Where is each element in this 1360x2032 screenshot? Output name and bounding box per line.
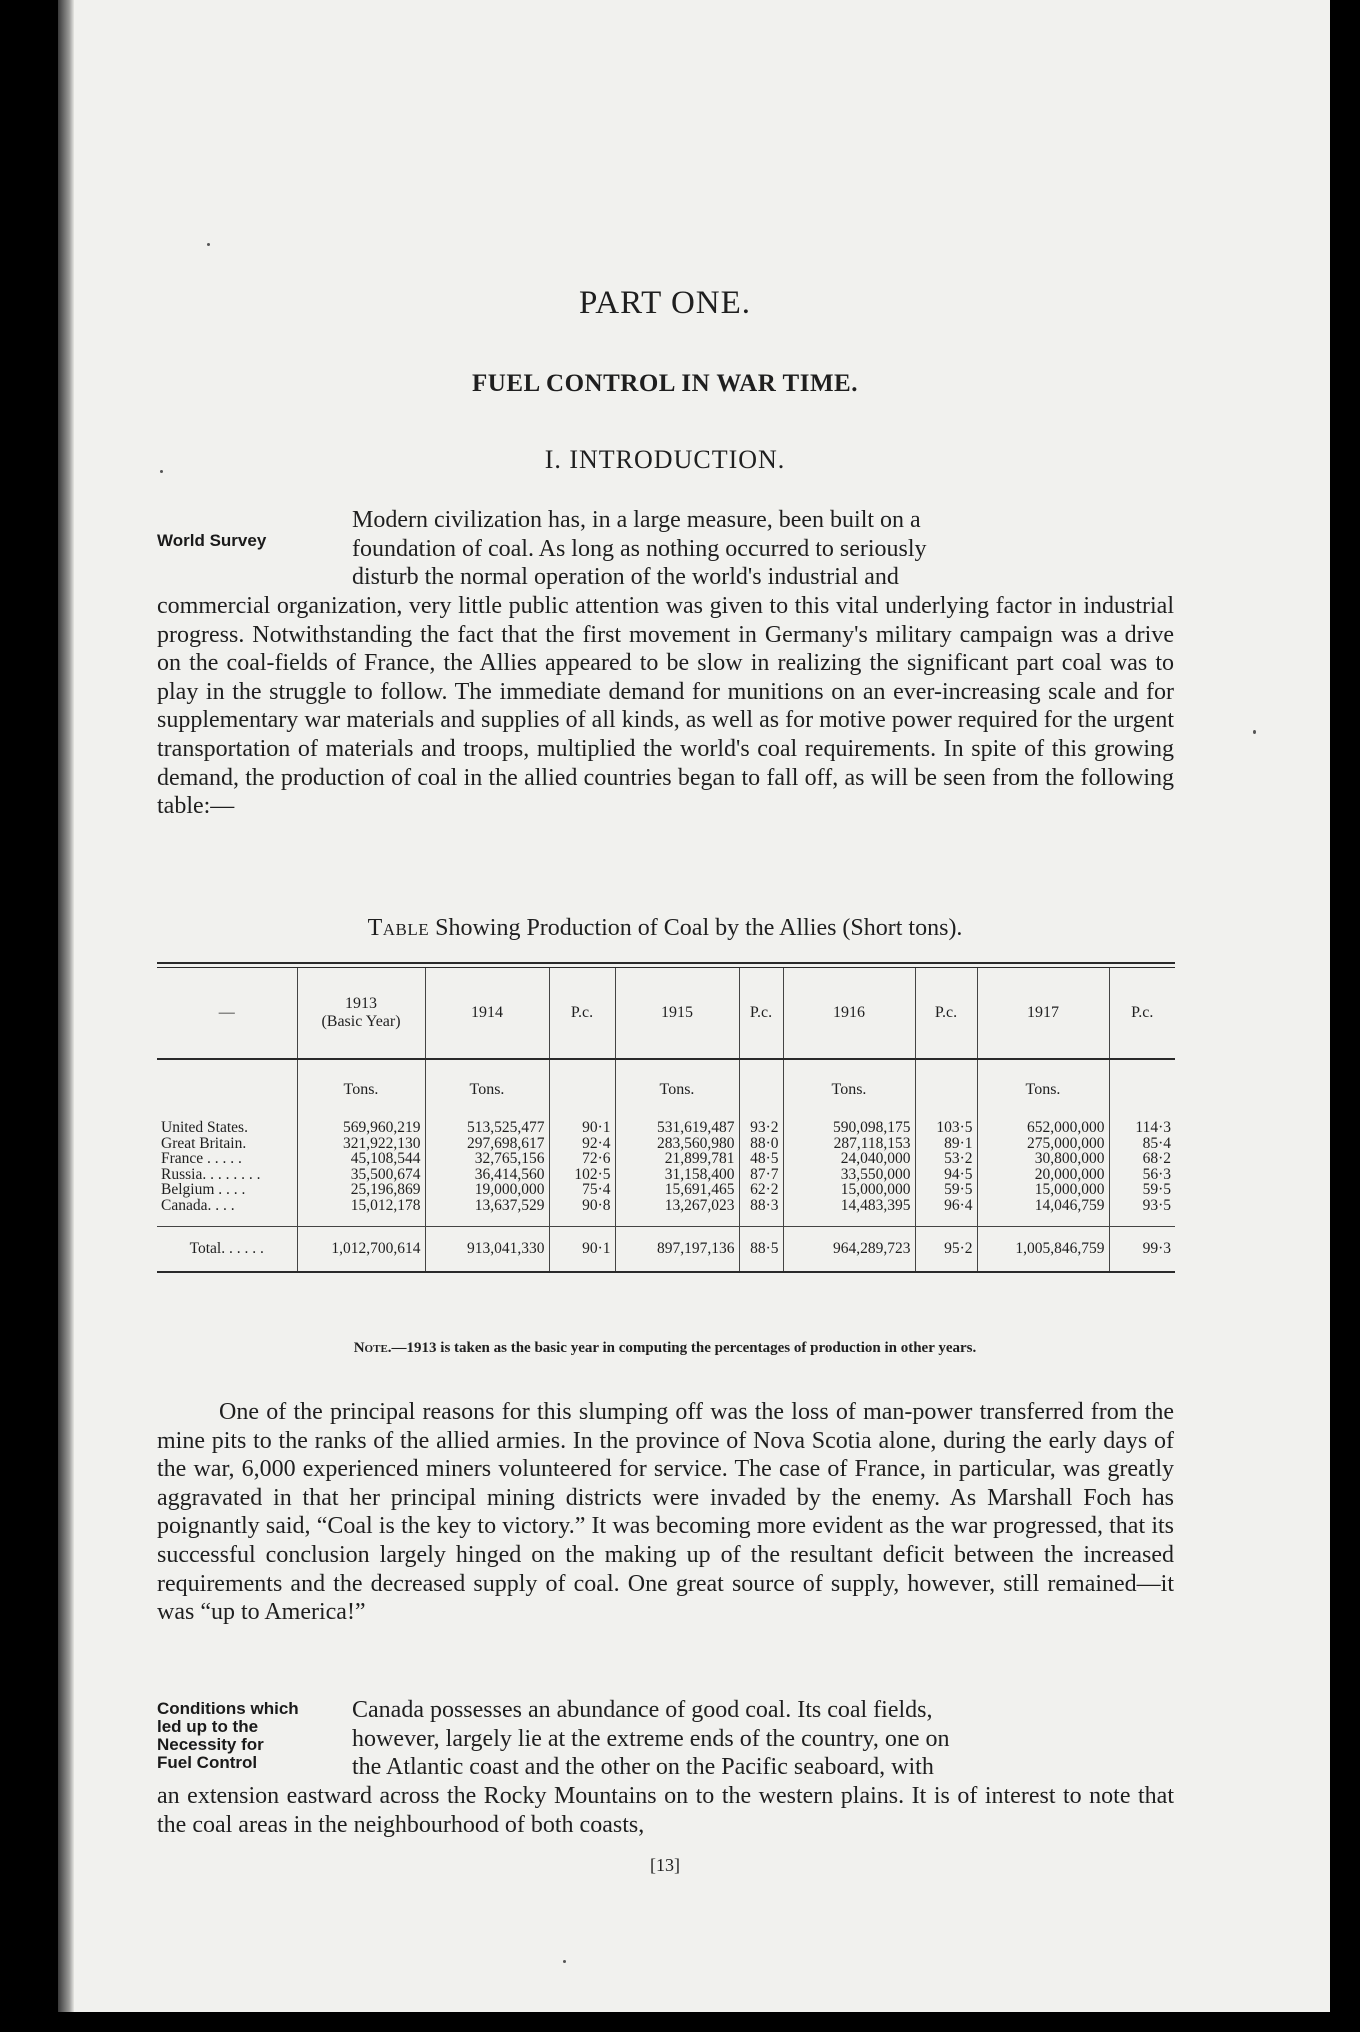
pc-cell: 92·4 bbox=[549, 1136, 615, 1152]
pc-cell: 59·5 bbox=[915, 1182, 977, 1198]
header-pc-1917: P.c. bbox=[1109, 968, 1175, 1059]
paragraph-line: foundation of coal. As long as nothing occurred to seriously bbox=[352, 535, 927, 562]
pc-cell: 48·5 bbox=[739, 1151, 783, 1167]
dust-speck bbox=[1253, 730, 1256, 734]
table-row bbox=[157, 1182, 1175, 1198]
pc-cell: 75·4 bbox=[549, 1182, 615, 1198]
part-title: PART ONE. bbox=[578, 285, 752, 321]
value-cell: 897,197,136 bbox=[615, 1226, 739, 1272]
value-cell: 1,005,846,759 bbox=[977, 1226, 1109, 1272]
table-caption-lead: Table bbox=[367, 915, 430, 941]
paragraph-intro-body: commercial organization, very little public attention was given to this vital underlying factor in industrial progress. Notwithstanding the fact that the first movement in Germany's military campaign was a drive on the coal-fields of France, the Allies appeared to be slow in realizing the significant part coal was to play in the struggle to follow. The immediate demand for munitions on an ever-increasing scale and for supplementary war materials and supplies of all kinds, as well as for motive power required for the urgent transportation of materials and troops, multiplied the world's coal requirements. In spite of this growing demand, the production of coal in the allied countries began to fall off, as will be seen from the following table:— bbox=[157, 593, 1174, 820]
pc-cell: 62·2 bbox=[739, 1182, 783, 1198]
pc-cell: 94·5 bbox=[915, 1167, 977, 1183]
pc-cell: 56·3 bbox=[1109, 1167, 1175, 1183]
table-row bbox=[157, 1167, 1175, 1183]
value-cell: 652,000,000 bbox=[977, 1120, 1109, 1136]
table-caption bbox=[155, 915, 1175, 942]
value-cell: 45,108,544 bbox=[297, 1151, 425, 1167]
paragraph-canada-indented bbox=[352, 1696, 1174, 1782]
pc-cell: 87·7 bbox=[739, 1167, 783, 1183]
book-spine-shadow bbox=[58, 0, 74, 2012]
value-cell: 15,000,000 bbox=[977, 1182, 1109, 1198]
value-cell: 15,691,465 bbox=[615, 1182, 739, 1198]
header-pc-1914: P.c. bbox=[549, 968, 615, 1059]
value-cell: 21,899,781 bbox=[615, 1151, 739, 1167]
country-cell: France . . . . . bbox=[161, 1150, 242, 1168]
value-cell: 24,040,000 bbox=[783, 1151, 915, 1167]
pc-cell: 90·1 bbox=[549, 1120, 615, 1136]
header-1917: 1917 bbox=[977, 968, 1109, 1059]
value-cell: 32,765,156 bbox=[425, 1151, 549, 1167]
unit-label: Tons. bbox=[977, 1059, 1109, 1120]
table-row bbox=[157, 1136, 1175, 1152]
pc-cell: 59·5 bbox=[1109, 1182, 1175, 1198]
value-cell: 20,000,000 bbox=[977, 1167, 1109, 1183]
coal-table bbox=[157, 968, 1175, 1273]
unit-label: Tons. bbox=[783, 1059, 915, 1120]
table-header-row bbox=[157, 968, 1175, 1059]
table-note-lead: Note. bbox=[353, 1340, 392, 1356]
pc-cell: 89·1 bbox=[915, 1136, 977, 1152]
country-cell: United States. bbox=[161, 1119, 248, 1136]
value-cell: 30,800,000 bbox=[977, 1151, 1109, 1167]
value-cell: 31,158,400 bbox=[615, 1167, 739, 1183]
header-dash: — bbox=[157, 968, 297, 1059]
header-1916: 1916 bbox=[783, 968, 915, 1059]
value-cell: 15,012,178 bbox=[297, 1198, 425, 1214]
table-row bbox=[157, 1120, 1175, 1136]
pc-cell: 90·1 bbox=[549, 1226, 615, 1272]
unit-label: Tons. bbox=[615, 1059, 739, 1120]
header-1915: 1915 bbox=[615, 968, 739, 1059]
pc-cell: 93·5 bbox=[1109, 1198, 1175, 1214]
total-label: Total. . . . . . bbox=[157, 1226, 297, 1272]
main-title: FUEL CONTROL IN WAR TIME. bbox=[472, 370, 858, 397]
dust-speck bbox=[563, 1960, 566, 1963]
value-cell: 275,000,000 bbox=[977, 1136, 1109, 1152]
value-cell: 15,000,000 bbox=[783, 1182, 915, 1198]
value-cell: 36,414,560 bbox=[425, 1167, 549, 1183]
value-cell: 33,550,000 bbox=[783, 1167, 915, 1183]
unit-label: Tons. bbox=[425, 1059, 549, 1120]
value-cell: 283,560,980 bbox=[615, 1136, 739, 1152]
sidenote-conditions: Conditions which led up to the Necessity for Fuel Control bbox=[157, 1699, 299, 1772]
value-cell: 321,922,130 bbox=[297, 1136, 425, 1152]
country-cell: Canada. . . . bbox=[161, 1196, 235, 1214]
table-note bbox=[155, 1340, 1175, 1357]
section-title: I. INTRODUCTION. bbox=[544, 445, 786, 474]
value-cell: 531,619,487 bbox=[615, 1120, 739, 1136]
pc-cell: 90·8 bbox=[549, 1198, 615, 1214]
value-cell: 13,267,023 bbox=[615, 1198, 739, 1214]
value-cell: 14,046,759 bbox=[977, 1198, 1109, 1214]
pc-cell: 88·5 bbox=[739, 1226, 783, 1272]
pc-cell: 114·3 bbox=[1109, 1120, 1175, 1136]
coal-production-table bbox=[157, 962, 1175, 1273]
pc-cell: 85·4 bbox=[1109, 1136, 1175, 1152]
header-pc-1916: P.c. bbox=[915, 968, 977, 1059]
table-note-text: —1913 is taken as the basic year in computing the percentages of production in other years. bbox=[391, 1340, 977, 1356]
country-cell: Great Britain. bbox=[161, 1134, 247, 1152]
paragraph-line: Canada possesses an abundance of good coal. Its coal fields, bbox=[352, 1697, 933, 1723]
value-cell: 14,483,395 bbox=[783, 1198, 915, 1214]
header-1914: 1914 bbox=[425, 968, 549, 1059]
sidenote-world-survey: World Survey bbox=[157, 531, 267, 550]
paragraph-line: Modern civilization has, in a large measure, been built on a bbox=[352, 507, 921, 533]
paragraph-slumping: One of the principal reasons for this slumping off was the loss of man-power transferred from the mine pits to the ranks of the allied armies. In the province of Nova Scotia alone, during the early days of the war, 6,000 experienced miners volunteered for service. The case of France, in particular, was greatly aggravated in that her principal mining districts were invaded by the enemy. As Marshall Foch has poignantly said, “Coal is the key to victory.” It was becoming more evident as the war progressed, that its successful conclusion largely hinged on the making up of the resultant deficit between the increased requirements and the decreased supply of coal. One great source of supply, however, still remained—it was “up to America!” bbox=[157, 1399, 1174, 1626]
pc-cell: 93·2 bbox=[739, 1120, 783, 1136]
value-cell: 913,041,330 bbox=[425, 1226, 549, 1272]
pc-cell: 95·2 bbox=[915, 1226, 977, 1272]
value-cell: 287,118,153 bbox=[783, 1136, 915, 1152]
table-row bbox=[157, 1151, 1175, 1167]
header-pc-1915: P.c. bbox=[739, 968, 783, 1059]
unit-label: Tons. bbox=[297, 1059, 425, 1120]
paragraph-line: however, largely lie at the extreme ends of the country, one on bbox=[352, 1725, 950, 1752]
table-row bbox=[157, 1198, 1175, 1214]
value-cell: 35,500,674 bbox=[297, 1167, 425, 1183]
header-1913: 1913 (Basic Year) bbox=[297, 968, 425, 1059]
pc-cell: 88·3 bbox=[739, 1198, 783, 1214]
paragraph-line: the Atlantic coast and the other on the Pacific seaboard, with bbox=[352, 1754, 934, 1781]
value-cell: 513,525,477 bbox=[425, 1120, 549, 1136]
value-cell: 13,637,529 bbox=[425, 1198, 549, 1214]
country-cell: Russia. . . . . . . . bbox=[161, 1165, 261, 1183]
pc-cell: 88·0 bbox=[739, 1136, 783, 1152]
pc-cell: 102·5 bbox=[549, 1167, 615, 1183]
unit-row bbox=[157, 1059, 1175, 1120]
table-caption-text: Showing Production of Coal by the Allies (Short tons). bbox=[429, 915, 963, 941]
pc-cell: 53·2 bbox=[915, 1151, 977, 1167]
value-cell: 1,012,700,614 bbox=[297, 1226, 425, 1272]
dust-speck bbox=[207, 243, 210, 246]
pc-cell: 99·3 bbox=[1109, 1226, 1175, 1272]
paragraph-line: disturb the normal operation of the world's industrial and bbox=[352, 564, 899, 591]
value-cell: 19,000,000 bbox=[425, 1182, 549, 1198]
value-cell: 590,098,175 bbox=[783, 1120, 915, 1136]
paragraph-canada-body: an extension eastward across the Rocky Mountains on to the western plains. It is of interest to note that the coal areas in the neighbourhood of both coasts, bbox=[157, 1783, 1174, 1838]
page-number: [13] bbox=[650, 1855, 680, 1875]
paragraph-intro-indented bbox=[352, 506, 1174, 592]
country-cell: Belgium . . . . bbox=[161, 1181, 246, 1199]
table-total-row bbox=[157, 1226, 1175, 1272]
value-cell: 569,960,219 bbox=[297, 1120, 425, 1136]
pc-cell: 72·6 bbox=[549, 1151, 615, 1167]
pc-cell: 103·5 bbox=[915, 1120, 977, 1136]
value-cell: 25,196,869 bbox=[297, 1182, 425, 1198]
value-cell: 964,289,723 bbox=[783, 1226, 915, 1272]
pc-cell: 96·4 bbox=[915, 1198, 977, 1214]
value-cell: 297,698,617 bbox=[425, 1136, 549, 1152]
pc-cell: 68·2 bbox=[1109, 1151, 1175, 1167]
